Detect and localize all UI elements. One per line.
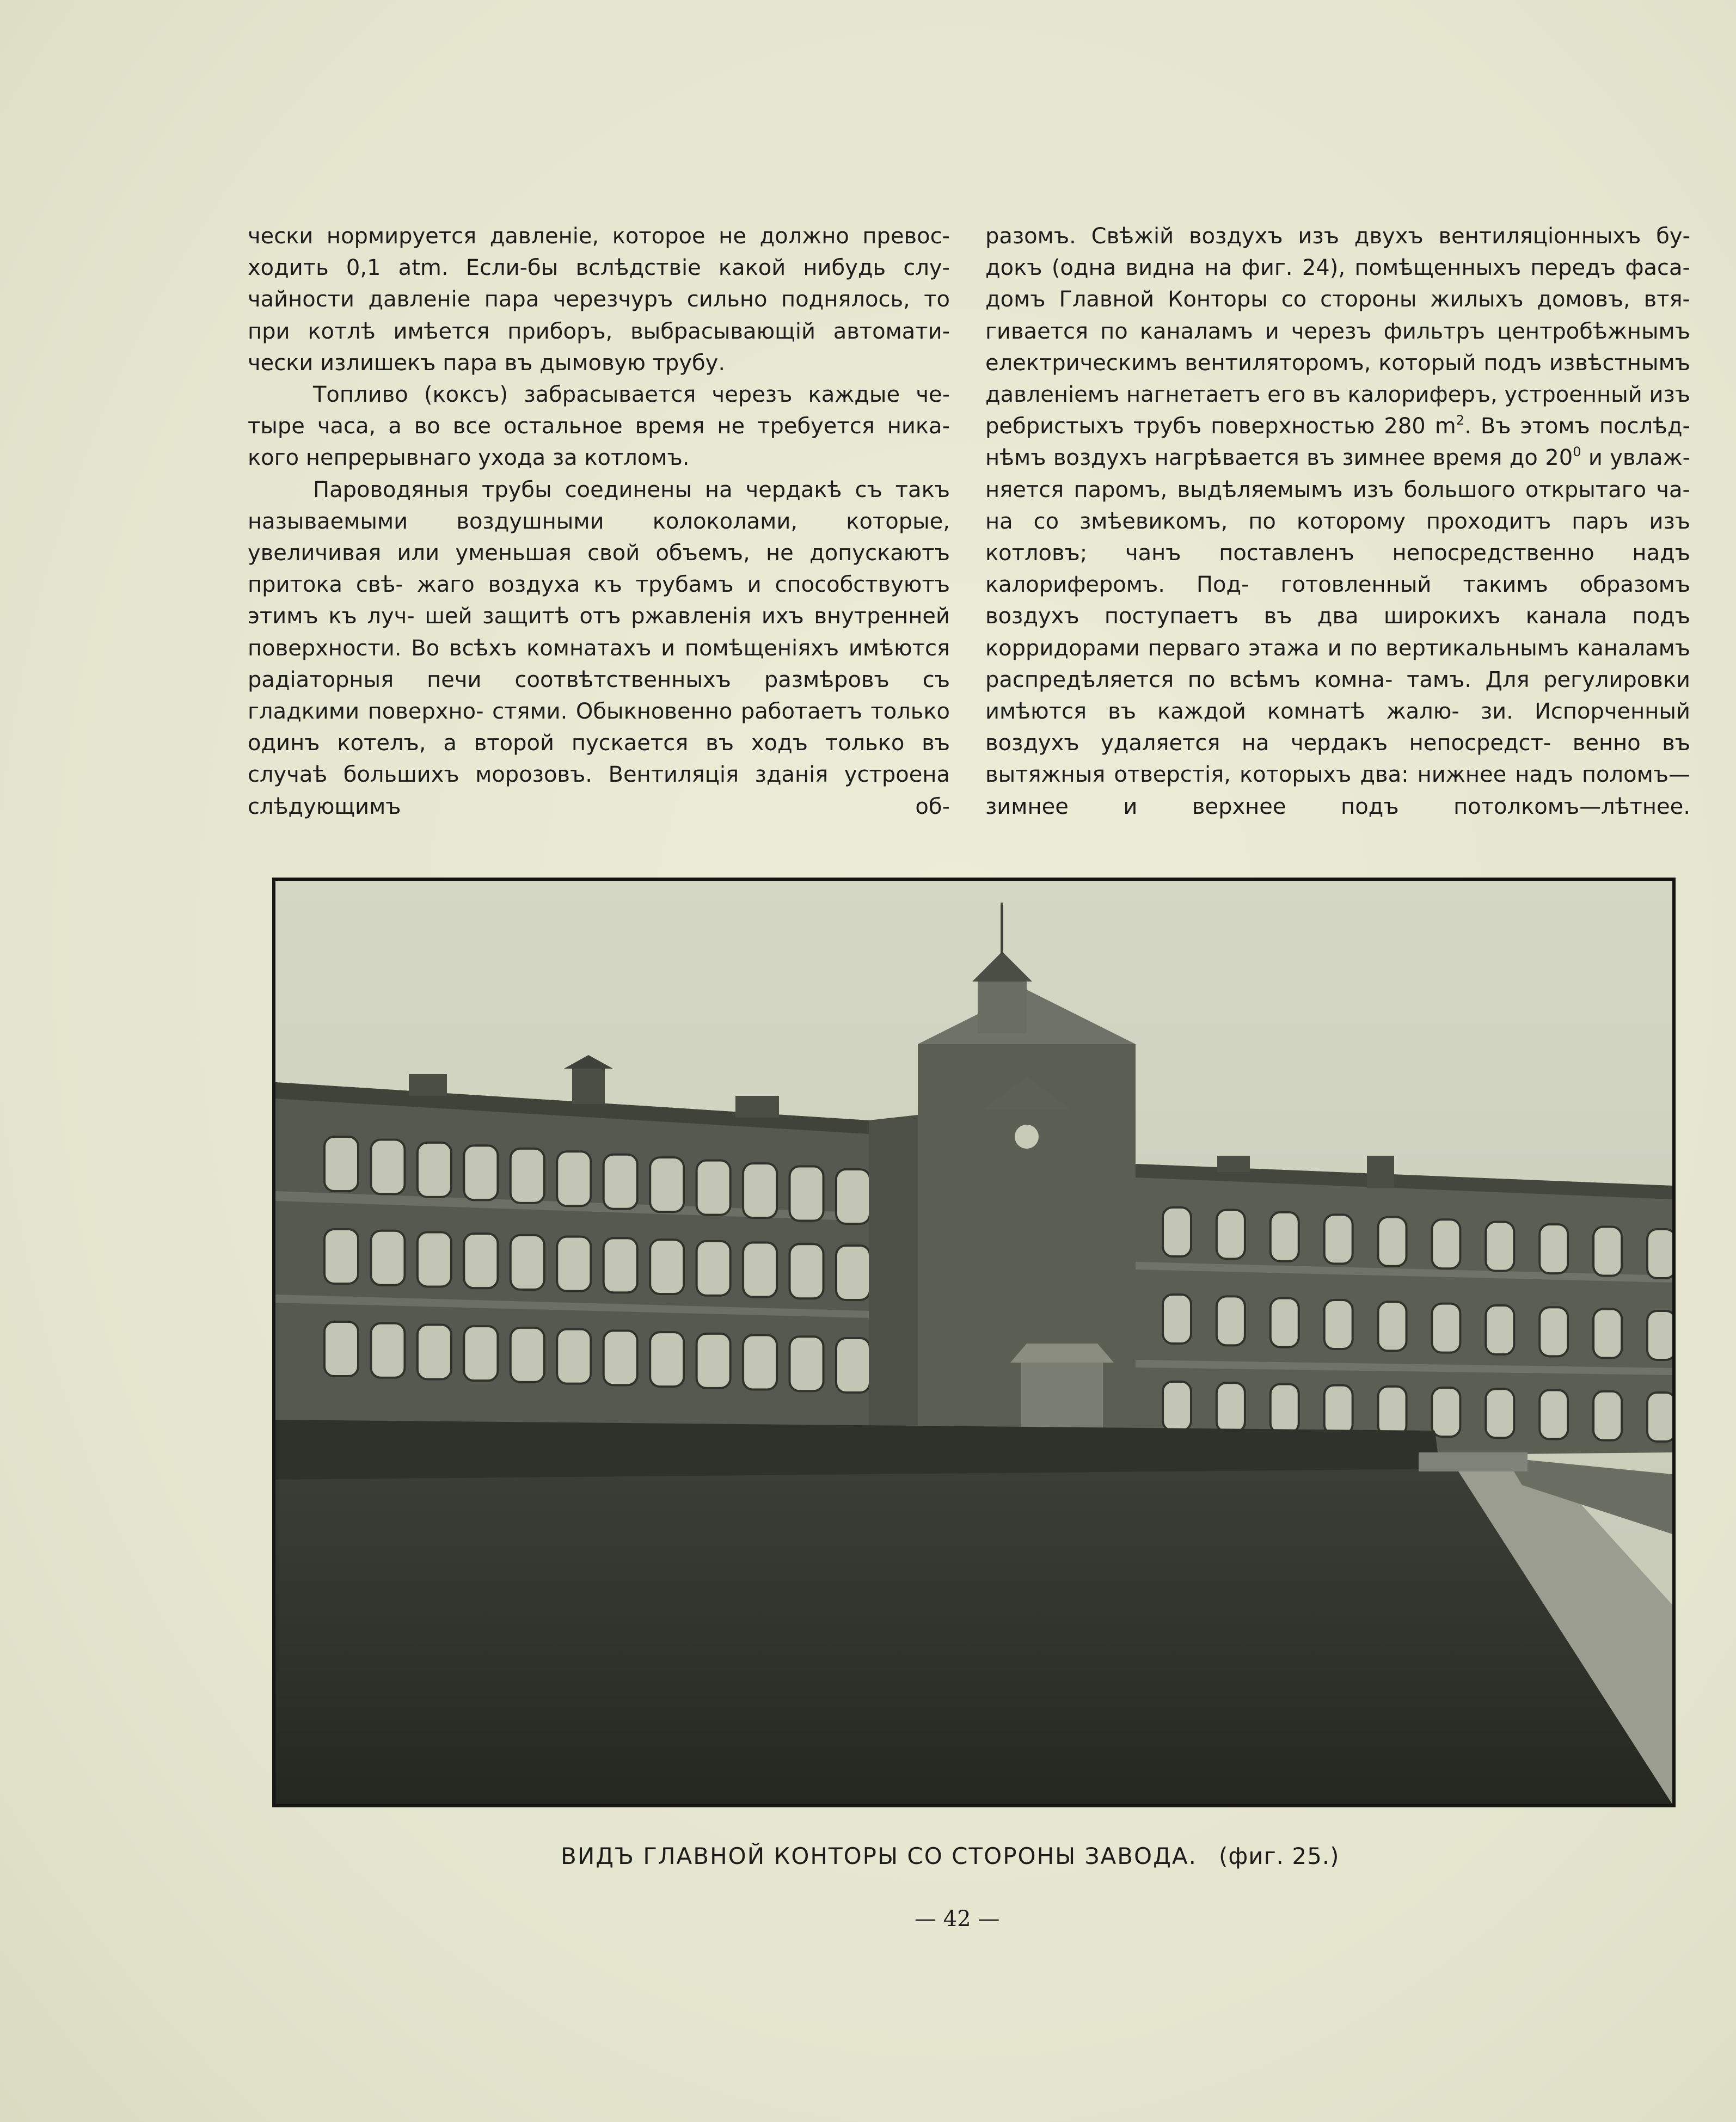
window	[1539, 1307, 1568, 1356]
window	[604, 1238, 637, 1292]
window	[1217, 1296, 1245, 1345]
window	[1539, 1224, 1568, 1273]
window	[650, 1240, 684, 1294]
window	[743, 1163, 777, 1218]
window	[1163, 1295, 1191, 1344]
window	[1647, 1393, 1672, 1442]
window	[650, 1332, 684, 1387]
left-text-column	[248, 220, 950, 823]
window	[464, 1234, 498, 1288]
right-text-column	[985, 220, 1690, 823]
window	[1647, 1311, 1672, 1360]
page-number: — 42 —	[915, 1906, 1000, 1931]
window	[1486, 1222, 1514, 1271]
window	[697, 1334, 731, 1388]
window	[418, 1324, 451, 1379]
window	[604, 1330, 637, 1385]
window	[557, 1151, 591, 1206]
window	[1271, 1384, 1299, 1433]
caption-figure-number: (фиг. 25.)	[1219, 1843, 1340, 1869]
window	[1593, 1227, 1622, 1276]
window	[836, 1338, 870, 1393]
window	[1324, 1385, 1353, 1434]
window	[1271, 1298, 1299, 1347]
window	[1217, 1383, 1245, 1432]
window	[1593, 1391, 1622, 1440]
window	[1539, 1390, 1568, 1439]
window	[371, 1139, 404, 1194]
window	[1593, 1309, 1622, 1358]
window	[557, 1329, 591, 1384]
window	[1432, 1304, 1460, 1353]
window	[464, 1145, 498, 1200]
window	[790, 1167, 824, 1221]
main-office-photograph	[272, 878, 1676, 1807]
paragraph-ventilation: разомъ. Свѣжій воздухъ изъ двухъ вентиляціонныхъ бу- докъ (одна видна на фиг. 24), помѣщенныхъ передъ фаса- домъ Главной Конторы со стороны жилыхъ домовъ, втя- гивается по каналамъ и черезъ фильтръ центробѣжнымъ електрическимъ вентиляторомъ, который подъ извѣстнымъ давленіемъ нагнетаетъ его въ калориферъ, устроенный изъ ребристыхъ трубъ поверхностью 280 $m^2$. Въ этомъ послѣд- нѣмъ воздухъ нагрѣвается въ зимнее время до $20^0$ и увлаж- няется паромъ, выдѣляемымъ изъ большого открытаго ча- на со змѣевикомъ, по которому проходитъ паръ изъ котловъ; чанъ поставленъ непосредственно надъ калориферомъ. Под- готовленный такимъ образомъ воздухъ поступаетъ въ два широкихъ канала подъ корридорами перваго этажа и по вертикальнымъ каналамъ распредѣляется по всѣмъ комна- тамъ. Для регулировки имѣются въ каждой комнатѣ жалю- зи. Испорченный воздухъ удаляется на чердакъ непосредст- венно въ вытяжныя отверстія, которыхъ два: нижнее надъ поломъ—зимнее и верхнее подъ потолкомъ—лѣтнее.	[985, 224, 1691, 819]
window	[418, 1232, 451, 1286]
paragraph-pipes: Пароводяныя трубы соединены на чердакѣ съ такъ называемыми воздушными колоколами, которые, увеличивая или уменьшая свой объемъ, не допускаютъ притока свѣ- жаго воздуха къ трубамъ и способствуютъ этимъ къ луч- шей защитѣ отъ ржавленія ихъ внутренней поверхности. Во всѣхъ комнатахъ и помѣщеніяхъ имѣются радіаторныя печи соотвѣтственныхъ размѣровъ съ гладкими поверхно- стями. Обыкновенно работаетъ только одинъ котелъ, а второй пускается въ ходъ только въ случаѣ большихъ морозовъ. Вентиляція зданія устроена слѣдующимъ об-	[248, 477, 950, 819]
window	[1378, 1387, 1407, 1436]
window	[324, 1137, 358, 1191]
window	[1271, 1212, 1299, 1261]
caption-title: ВИДЪ ГЛАВНОЙ КОНТОРЫ СО СТОРОНЫ ЗАВОДА.	[561, 1843, 1197, 1869]
window	[1486, 1389, 1514, 1438]
window	[743, 1335, 777, 1390]
window	[371, 1231, 404, 1285]
window	[1324, 1300, 1353, 1349]
window	[836, 1169, 870, 1224]
window	[511, 1149, 544, 1203]
paragraph-pressure: чески нормируется давленіе, которое не должно превос- ходить 0,1 atm. Если-бы вслѣдствіе какой нибудь слу- чайности давленіе пара черезчуръ сильно поднялось, то при котлѣ имѣется приборъ, выбрасывающій автомати- чески излишекъ пара въ дымовую трубу.	[248, 224, 950, 376]
window	[1324, 1215, 1353, 1264]
window	[1647, 1229, 1672, 1278]
window	[1217, 1210, 1245, 1259]
window	[1163, 1207, 1191, 1256]
window	[697, 1161, 731, 1215]
window	[511, 1328, 544, 1382]
window	[1432, 1219, 1460, 1268]
window	[511, 1235, 544, 1290]
window	[836, 1246, 870, 1300]
grass-slope	[275, 1469, 1672, 1804]
window	[697, 1241, 731, 1296]
window	[790, 1336, 824, 1391]
paragraph-fuel: Топливо (коксъ) забрасывается черезъ каждые че- тыре часа, а во все остальное время не требуется ника- кого непрерывнаго ухода за котломъ.	[248, 382, 950, 471]
window	[464, 1326, 498, 1381]
window	[324, 1322, 358, 1376]
window	[604, 1155, 637, 1209]
window	[1163, 1382, 1191, 1431]
window	[418, 1143, 451, 1197]
figure-caption	[561, 1843, 1394, 1869]
window	[1432, 1388, 1460, 1437]
window	[743, 1243, 777, 1297]
window	[790, 1244, 824, 1298]
window	[1378, 1217, 1407, 1266]
window	[1378, 1302, 1407, 1351]
window	[371, 1323, 404, 1378]
window	[650, 1157, 684, 1212]
window	[557, 1237, 591, 1291]
window	[1486, 1305, 1514, 1354]
window	[324, 1229, 358, 1284]
